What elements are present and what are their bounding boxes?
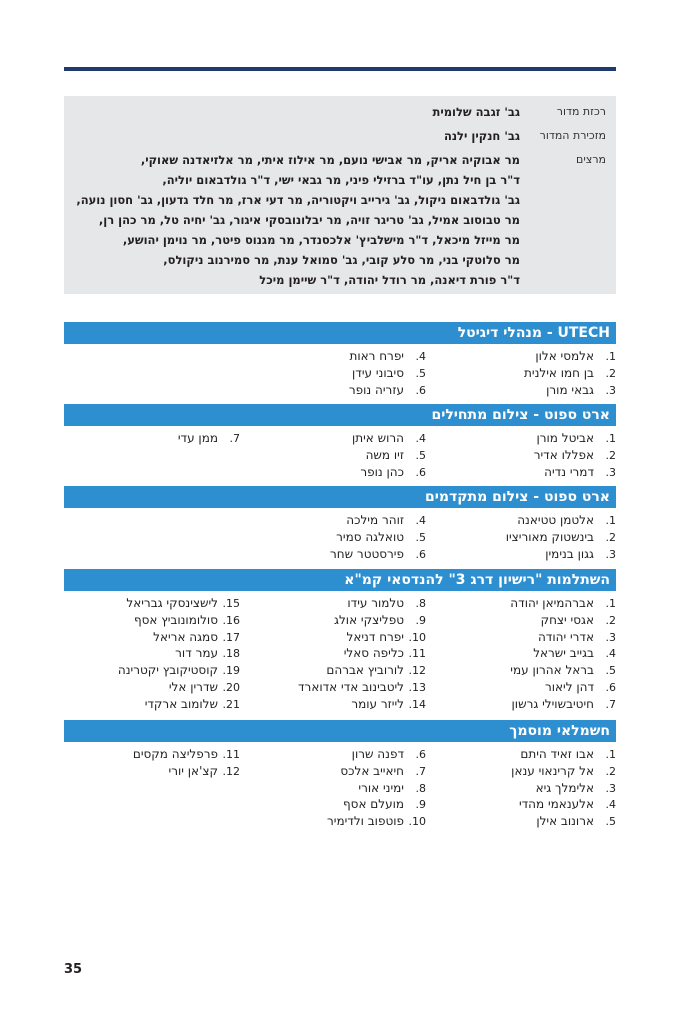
item-number: 10. — [408, 630, 426, 644]
student-item — [506, 529, 616, 546]
student-item — [346, 512, 426, 529]
item-number: 6. — [415, 547, 426, 561]
item-number: 13. — [408, 681, 426, 694]
item-number: 2. — [605, 366, 616, 380]
student-item — [343, 796, 426, 813]
student-item — [541, 612, 616, 629]
student-item — [366, 447, 426, 464]
student-name: פירסטטר שחר — [329, 546, 404, 561]
student-item — [118, 662, 240, 679]
student-item — [352, 430, 426, 447]
section-title: השתלמות "רישיון דרג 3" להנדסאי קמ"א — [64, 569, 616, 591]
student-name: לורוביץ אברהם — [326, 663, 404, 678]
student-name: יפרח דניאל — [346, 629, 404, 644]
student-item — [524, 365, 616, 382]
lecturers-line: מר אבוקיה אריק, מר אבישי נועם, מר אילוז איתי, מר אלזיאדנה שאוקי, — [140, 153, 520, 167]
item-number: 5. — [415, 366, 426, 380]
item-number: 5. — [605, 815, 616, 829]
student-item — [336, 529, 426, 546]
student-name: בן חמו אילנית — [524, 365, 594, 380]
course-section — [64, 322, 616, 402]
student-item — [536, 780, 616, 797]
student-name: ימיני אורי — [358, 780, 404, 795]
item-number: 18. — [222, 647, 240, 661]
student-item — [545, 546, 616, 563]
student-item — [340, 763, 426, 780]
item-number: 21. — [222, 697, 240, 711]
section-title: חשמלאי מוסמך — [64, 720, 616, 742]
lecturers-line: מר סלוטקי בני, מר סלע קובי, גב' סמואל ענת, מר סמירנוב ניקולס, — [163, 253, 520, 267]
student-item — [326, 662, 426, 679]
student-name: סמגה אריאל — [153, 629, 218, 644]
student-name: טפליצקי אולג — [334, 612, 404, 627]
secretary-row — [72, 126, 606, 146]
student-item — [546, 382, 616, 399]
item-number: 1. — [605, 597, 616, 610]
item-number: 3. — [605, 465, 616, 479]
item-number: 2. — [605, 613, 616, 627]
item-number: 11. — [408, 647, 426, 661]
student-item — [533, 645, 616, 662]
lecturers-label: מרצים — [576, 153, 606, 166]
student-list — [64, 591, 616, 715]
secretary-label: מזכירת המדור — [539, 129, 606, 142]
item-number: 8. — [415, 597, 426, 610]
coordinator-name: גב' זגבה שלומית — [432, 105, 520, 119]
student-name: קוסטיקובץ יקטרינה — [117, 663, 218, 678]
item-number: 15. — [222, 597, 240, 610]
item-number: 5. — [415, 448, 426, 462]
section-title: ארט ספוט - צילום מתקדמים — [64, 486, 616, 508]
item-number: 10. — [408, 815, 426, 829]
student-item — [178, 430, 240, 447]
item-number: 2. — [605, 448, 616, 462]
item-number: 4. — [415, 514, 426, 527]
student-item — [352, 365, 426, 382]
lecturers-line: מר מייזל מיכאל, ד"ר מישלביץ' אלכסנדר, מר מגנוס פיטר, מר נוימן יהושע, — [122, 233, 520, 247]
student-item — [358, 780, 426, 797]
student-name: אבו זאיד היתם — [520, 747, 594, 761]
student-item — [536, 430, 616, 447]
student-name: עזריה נופר — [348, 382, 404, 397]
lecturers-line: ד"ר בן חיל נתן, עו"ד ברזילי פיני, מר גבאי ישי, ד"ר גולדבאום יוליה, — [162, 173, 520, 187]
student-name: אלימלך גיא — [535, 780, 594, 795]
student-name: אברהמיאן יהודה — [510, 596, 594, 610]
student-name: אלענאמי מהדי — [518, 797, 594, 812]
student-item — [175, 645, 240, 662]
item-number: 9. — [415, 798, 426, 812]
item-number: 1. — [605, 748, 616, 761]
student-item — [145, 696, 240, 713]
item-number: 4. — [415, 350, 426, 363]
student-name: מועלם אסף — [342, 797, 404, 812]
section-title: ארט ספוט - צילום מתחילים — [64, 404, 616, 426]
student-name: פוטפוב ולדימיר — [327, 814, 404, 829]
item-number: 7. — [605, 697, 616, 711]
item-number: 6. — [415, 748, 426, 761]
secretary-name: גב' חנקין ילנה — [443, 129, 520, 143]
student-item — [352, 746, 426, 763]
lecturers-list — [72, 150, 520, 290]
student-item — [133, 746, 240, 763]
student-name: לייזר עומר — [351, 696, 404, 711]
item-number: 5. — [605, 664, 616, 678]
student-name: אדרי יהודה — [537, 629, 594, 644]
student-item — [536, 813, 616, 830]
student-item — [169, 763, 240, 780]
student-name: פרפליצה מקסים — [132, 747, 218, 761]
item-number: 17. — [222, 630, 240, 644]
student-item — [517, 512, 616, 529]
item-number: 1. — [605, 432, 616, 445]
item-number: 12. — [408, 664, 426, 678]
item-number: 8. — [415, 781, 426, 795]
item-number: 7. — [415, 764, 426, 778]
committee-box — [64, 96, 616, 294]
student-name: ליטבינוב אדי אדוארד — [298, 680, 404, 694]
student-item — [344, 645, 426, 662]
student-name: אפללו אדיר — [533, 447, 594, 462]
lecturers-line: מר טבוסוב אמיל, גב' טריגר זויה, מר יבלונובסקי איגור, גב' יחיה טל, מר כהן רן, — [98, 213, 520, 227]
item-number: 19. — [222, 664, 240, 678]
item-number: 3. — [605, 383, 616, 397]
student-name: טלמור עידו — [347, 596, 404, 610]
student-list — [64, 508, 616, 566]
student-item — [510, 662, 616, 679]
student-name: אל קרינאוי ענאן — [511, 763, 594, 778]
item-number: 1. — [605, 350, 616, 363]
student-name: בגייב ישראל — [533, 646, 594, 661]
coordinator-label: רכזת מדור — [556, 105, 606, 118]
student-name: אלטמן טטיאנה — [517, 513, 594, 527]
student-item — [510, 595, 616, 612]
item-number: 4. — [415, 432, 426, 445]
student-name: אביטל מורן — [536, 431, 594, 445]
student-item — [538, 629, 616, 646]
student-name: קצ'אן יורי — [168, 763, 218, 778]
student-name: גבאי מורן — [546, 382, 594, 397]
student-item — [169, 679, 240, 696]
student-item — [534, 447, 616, 464]
student-item — [545, 679, 616, 696]
item-number: 6. — [605, 681, 616, 694]
course-section — [64, 486, 616, 566]
item-number: 5. — [415, 530, 426, 544]
student-item — [535, 348, 616, 365]
student-name: חיטיבשוילי גרשון — [511, 696, 594, 711]
item-number: 6. — [415, 383, 426, 397]
student-item — [134, 612, 240, 629]
student-item — [347, 629, 427, 646]
lecturers-line: ד"ר פורת דיאנה, מר רודל יהודה, ד"ר שיימן מיכל — [259, 273, 520, 287]
student-item — [298, 679, 426, 696]
student-list — [64, 742, 616, 834]
item-number: 20. — [222, 681, 240, 694]
student-list — [64, 426, 616, 484]
student-name: אלמסי אלון — [535, 349, 594, 363]
student-item — [360, 464, 426, 481]
top-rule — [64, 67, 616, 71]
student-item — [153, 629, 240, 646]
student-name: הרוש איתן — [351, 431, 404, 445]
student-name: דמרי נדיה — [544, 464, 594, 479]
student-name: אגסי יצחק — [540, 612, 594, 627]
course-section — [64, 404, 616, 484]
student-item — [349, 382, 426, 399]
student-item — [351, 696, 426, 713]
course-section — [64, 569, 616, 715]
student-name: סולומונוביץ אסף — [133, 612, 218, 627]
item-number: 3. — [605, 630, 616, 644]
item-number: 3. — [605, 781, 616, 795]
item-number: 4. — [605, 647, 616, 661]
item-number: 2. — [605, 530, 616, 544]
student-item — [511, 763, 616, 780]
item-number: 7. — [229, 432, 240, 445]
section-title: UTECH - מנהלי דיגיטל — [64, 322, 616, 344]
student-item — [330, 546, 426, 563]
page-number: 35 — [64, 962, 83, 977]
item-number: 11. — [222, 748, 240, 761]
student-item — [334, 612, 426, 629]
student-item — [347, 595, 426, 612]
student-name: טואלגה סמיר — [336, 529, 404, 544]
student-item — [544, 464, 616, 481]
student-name: זיו משה — [365, 447, 404, 462]
item-number: 4. — [605, 798, 616, 812]
student-name: כליפה סאלי — [343, 646, 404, 661]
lecturers-line: גב' גולדבאום ניקול, גב' גירייב ויקטוריה, מר דעי ארז, מר חלד גדעון, גב' חסון נועה, — [76, 193, 520, 207]
student-name: חיאייב אלכס — [340, 763, 404, 778]
student-name: בראל אהרון עמי — [510, 663, 594, 678]
student-name: סיבוני עידן — [352, 365, 404, 380]
student-name: ארונוב אילן — [536, 814, 594, 829]
student-item — [520, 746, 616, 763]
student-name: יפרח ראות — [349, 349, 404, 363]
student-name: שדרין אלי — [168, 680, 218, 694]
item-number: 9. — [415, 613, 426, 627]
student-name: זוהר מילכה — [346, 513, 404, 527]
item-number: 12. — [222, 764, 240, 778]
item-number: 2. — [605, 764, 616, 778]
student-name: ממן עדי — [177, 431, 218, 445]
student-item — [327, 813, 426, 830]
student-item — [349, 348, 426, 365]
item-number: 6. — [415, 465, 426, 479]
student-item — [512, 696, 616, 713]
student-name: גגון בנימין — [545, 546, 594, 561]
student-name: דפנה שרון — [351, 747, 404, 761]
lecturers-row — [72, 150, 606, 290]
student-name: שלומוב ארקדי — [144, 696, 218, 711]
student-name: כהן נופר — [360, 464, 404, 479]
student-name: בינשטוק מאוריציו — [505, 529, 594, 544]
coordinator-row — [72, 102, 606, 122]
student-name: דהן ליאור — [544, 680, 594, 694]
student-list — [64, 344, 616, 402]
course-section — [64, 720, 616, 834]
student-item — [126, 595, 240, 612]
item-number: 3. — [605, 547, 616, 561]
item-number: 1. — [605, 514, 616, 527]
item-number: 16. — [222, 613, 240, 627]
item-number: 14. — [408, 697, 426, 711]
student-name: עמר דור — [175, 646, 218, 661]
student-name: לישצינסקי גבריאל — [126, 596, 218, 610]
student-item — [519, 796, 616, 813]
